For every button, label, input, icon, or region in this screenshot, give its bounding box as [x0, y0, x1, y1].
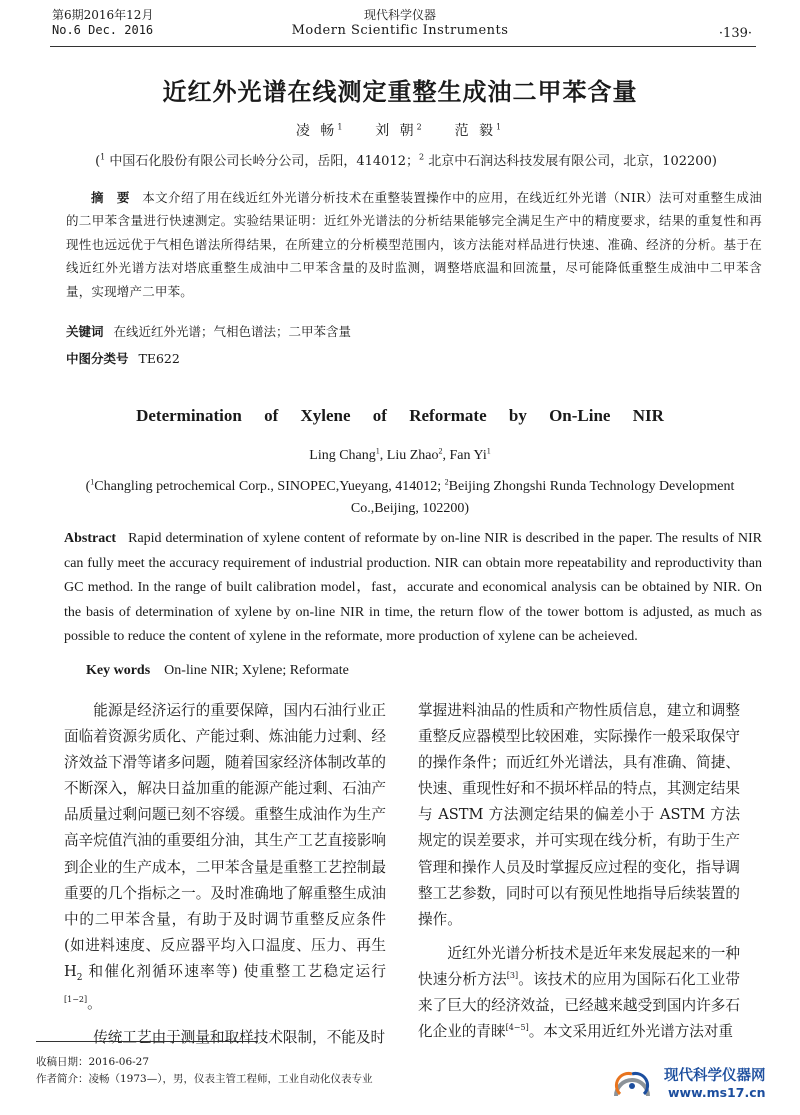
keywords-text-en: On-line NIR; Xylene; Reformate — [164, 663, 349, 678]
text-run: 。该技术的应用为国际石化工业带来了巨大的经济效益，已经越来越受到国内许多石化企业的青睐 — [418, 970, 740, 1041]
affiliation-1: Changling petrochemical Corp., SINOPEC,Yueyang, 414012; — [94, 479, 445, 494]
journal-name — [200, 8, 600, 38]
author-affil-mark: 1 — [375, 446, 380, 456]
subscript: 2 — [76, 972, 83, 983]
author-affil-mark: 1 — [486, 446, 491, 456]
journal-name-cn: 现代科学仪器 — [363, 8, 436, 22]
abstract-text-cn: 本文介绍了用在线近红外光谱分析技术在重整装置操作中的应用，在线近红外光谱（NIR）法可对重整生成油的二甲苯含量进行快速测定。实验结果证明：近红外光谱法的分析结果能够完全满足生产中的精度要求，结果的重复性和再现性也远远优于气相色谱法所得结果，在所建立的分析模型范围内，该方法能对样品进行快速、准确、经济的分析。基于在线近红外光谱方法对塔底重整生成油中二甲苯含量的及时监测，调整塔底温和回流量，尽可能降低重整生成油中二甲苯含量，实现增产二甲苯。 — [66, 190, 762, 299]
site-watermark — [606, 1060, 792, 1106]
page-number: ·139· — [718, 26, 752, 41]
citation: [1−2] — [64, 995, 88, 1005]
text-run: 近红外光谱分析技术是近年来发展起来的一种快速分析方法 — [418, 944, 740, 988]
affil-mark: 2 — [444, 477, 449, 487]
affil-mark: 2 — [419, 152, 425, 162]
affil-mark: 1 — [100, 152, 106, 162]
body-paragraph — [64, 698, 386, 1017]
issue-date-cn: 第6期2016年12月 — [52, 8, 154, 22]
citation: [3] — [506, 971, 519, 981]
keywords-label-cn: 关键词 — [66, 324, 104, 339]
text-run: 。 — [87, 994, 102, 1012]
classification-cn — [66, 349, 180, 367]
body-column-right — [418, 698, 740, 1045]
footnote-rule — [36, 1041, 258, 1042]
abstract-label-en: Abstract — [64, 531, 117, 546]
keywords-cn — [66, 322, 351, 340]
text-run: 。本文采用近红外光谱方法对重 — [528, 1023, 734, 1041]
paren: ( — [95, 154, 101, 169]
watermark-site-name: 现代科学仪器网 — [664, 1068, 766, 1084]
author-name: Fan Yi — [449, 448, 487, 463]
body-paragraph: 掌握进料油品的性质和产物性质信息，建立和调整重整反应器模型比较困难，实际操作一般采取保守的操作条件；而近红外光谱法，具有准确、简捷、快速、重现性好和不损坏样品的特点，其测定结果与 ASTM 方法测定结果的偏差小于 ASTM 方法规定的误差要求，并可实现在线分析，有助于生产管理和操作人员及时掌握反应过程的变化，指导调整工艺参数，同时可以有预见性地指导后续装置的操作。 — [418, 702, 740, 928]
separator: , — [379, 448, 387, 463]
author-name: 范 毅 — [454, 123, 497, 139]
header-rule — [50, 46, 756, 47]
author-bio: 作者简介：凌畅（1973—），男，仪表主管工程师，工业自动化仪表专业 — [36, 1073, 373, 1085]
keywords-label-en: Key words — [86, 663, 151, 678]
classification-value: TE622 — [138, 351, 180, 366]
author-list-cn — [0, 120, 800, 140]
abstract-text-en: Rapid determination of xylene content of reformate by on-line NIR is described in the paper. The results of NIR can fully meet the accuracy requirement of industrial production. NIR can obtain more repeatability and reproductivity than GC method. In the range of built calibration model，fast，accurate and economical analysis can be obtained by NIR. On the basis of determination of xylene by on-line NIR in time, the return flow of the tower bottom is adjusted, as much as possible to reduce the content of xylene in the reformate, more production of xylene can be acheieved. — [64, 531, 762, 645]
body-column-left — [64, 698, 386, 1051]
keywords-text-cn: 在线近红外光谱；气相色谱法；二甲苯含量 — [113, 324, 352, 339]
paper-title-cn: 近红外光谱在线测定重整生成油二甲苯含量 — [162, 78, 638, 106]
received-date: 收稿日期：2016-06-27 — [36, 1056, 150, 1068]
author-name: 刘 朝 — [375, 123, 417, 139]
issue-date-en: No.6 Dec. 2016 — [52, 23, 154, 37]
author-name: Liu Zhao — [386, 448, 439, 463]
body-paragraph — [418, 941, 740, 1045]
author-affil-mark: 2 — [438, 446, 443, 456]
body-paragraph: 传统工艺由于测量和取样技术限制，不能及时 — [93, 1029, 386, 1047]
author-list-en — [0, 448, 800, 464]
text-run: 和催化剂循环速率等) 使重整工艺稳定运行 — [82, 962, 386, 980]
separator: , — [442, 448, 450, 463]
keywords-en — [86, 663, 349, 679]
classification-label: 中图分类号 — [66, 351, 129, 366]
affiliation-1: 中国石化股份有限公司长岭分公司，岳阳，414012； — [105, 154, 419, 169]
instrument-logo-icon — [610, 1062, 654, 1102]
author-affil-mark: 1 — [496, 122, 505, 132]
affiliation-2: Beijing Zhongshi Runda Technology Development Co.,Beijing, 102200) — [350, 479, 735, 516]
abstract-en — [64, 527, 762, 650]
text-run: 能源是经济运行的重要保障，国内石油行业正面临着资源劣质化、产能过剩、炼油能力过剩、经济效益下滑等诸多问题，随着国家经济体制改革的不断深入，解决日益加重的能源产能过剩、石油产品质量过剩问题已刻不容缓。重整生成油作为生产高辛烷值汽油的重要组分油，其生产工艺直接影响到企业的生产成本，二甲苯含量是重整工艺控制最重要的几个指标之一。及时准确地了解重整生成油中的二甲苯含量，有助于及时调节重整反应条件(如进料速度、反应器平均入口温度、压力、再生 H — [64, 702, 386, 980]
paper-title-en: Determination of Xylene of Reformate by On-Line NIR — [136, 406, 664, 425]
watermark-url: www.ms17.cn — [668, 1085, 766, 1100]
affiliation-2: 北京中石润达科技发展有限公司，北京，102200) — [424, 154, 717, 169]
affiliation-cn — [56, 150, 756, 169]
author-affil-mark: 2 — [416, 122, 425, 132]
author-name: Ling Chang — [309, 448, 376, 463]
paren: ( — [85, 479, 91, 494]
author-affil-mark: 1 — [337, 122, 346, 132]
affiliation-en — [60, 476, 760, 520]
abstract-cn — [66, 186, 762, 303]
author-name: 凌 畅 — [295, 123, 338, 139]
journal-name-en: Modern Scientific Instruments — [291, 23, 509, 38]
citation: [4−5] — [505, 1023, 529, 1033]
abstract-label-cn: 摘 要 — [91, 190, 130, 205]
issue-info — [52, 8, 153, 38]
affil-mark: 1 — [90, 477, 95, 487]
